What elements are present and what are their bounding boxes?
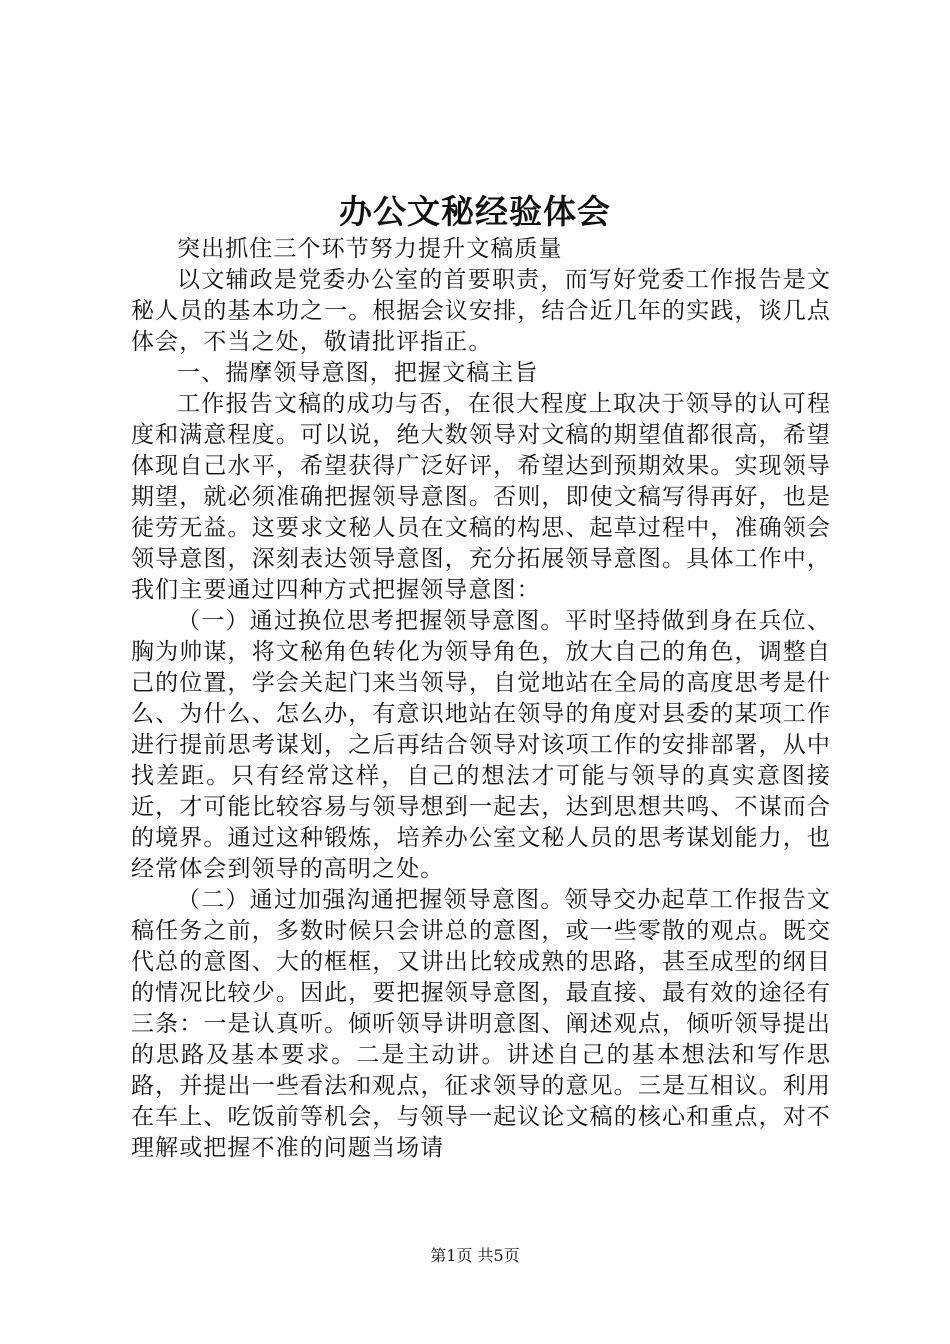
paragraph-section-1: 工作报告文稿的成功与否，在很大程度上取决于领导的认可程度和满意程度。可以说，绝大数领导对文稿的期望值都很高，希望体现自己水平，希望获得广泛好评，希望达到预期效果。实现领导期望，就必须准确把握领导意图。否则，即使文稿写得再好，也是徒劳无益。这要求文秘人员在文稿的构思、起草过程中，准确领会领导意图，深刻表达领导意图，充分拓展领导意图。具体工作中，我们主要通过四种方式把握领导意图： <box>131 391 831 603</box>
page-number-footer: 第1页 共5页 <box>430 1246 520 1265</box>
document-title: 办公文秘经验体会 <box>339 192 611 231</box>
paragraph-subtitle: 突出抓住三个环节努力提升文稿质量 <box>177 236 563 262</box>
section-heading-1: 一、揣摩领导意图，把握文稿主旨 <box>177 360 539 386</box>
document-body <box>131 234 831 1164</box>
paragraph-point-1: （一）通过换位思考把握领导意图。平时坚持做到身在兵位、胸为帅谋，将文秘角色转化为领导角色，放大自己的角色，调整自己的位置，学会关起门来当领导，自觉地站在全局的高度思考是什么、为什么、怎么办，有意识地站在领导的角度对县委的某项工作进行提前思考谋划，之后再结合领导对该项工作的安排部署，从中找差距。只有经常这样，自己的想法才可能与领导的真实意图接近，才可能比较容易与领导想到一起去，达到思想共鸣、不谋而合的境界。通过这种锻炼，培养办公室文秘人员的思考谋划能力，也经常体会到领导的高明之处。 <box>131 608 831 882</box>
paragraph-intro: 以文辅政是党委办公室的首要职责，而写好党委工作报告是文秘人员的基本功之一。根据会议安排，结合近几年的实践，谈几点体会，不当之处，敬请批评指正。 <box>131 267 831 355</box>
paragraph-point-2: （二）通过加强沟通把握领导意图。领导交办起草工作报告文稿任务之前，多数时候只会讲总的意图，或一些零散的观点。既交代总的意图、大的框框，又讲出比较成熟的思路，甚至成型的纲目的情况比较少。因此，要把握领导意图，最直接、最有效的途径有三条：一是认真听。倾听领导讲明意图、阐述观点，倾听领导提出的思路及基本要求。二是主动讲。讲述自己的基本想法和写作思路，并提出一些看法和观点，征求领导的意见。三是互相议。利用在车上、吃饭前等机会，与领导一起议论文稿的核心和重点，对不理解或把握不准的问题当场请 <box>131 887 831 1161</box>
